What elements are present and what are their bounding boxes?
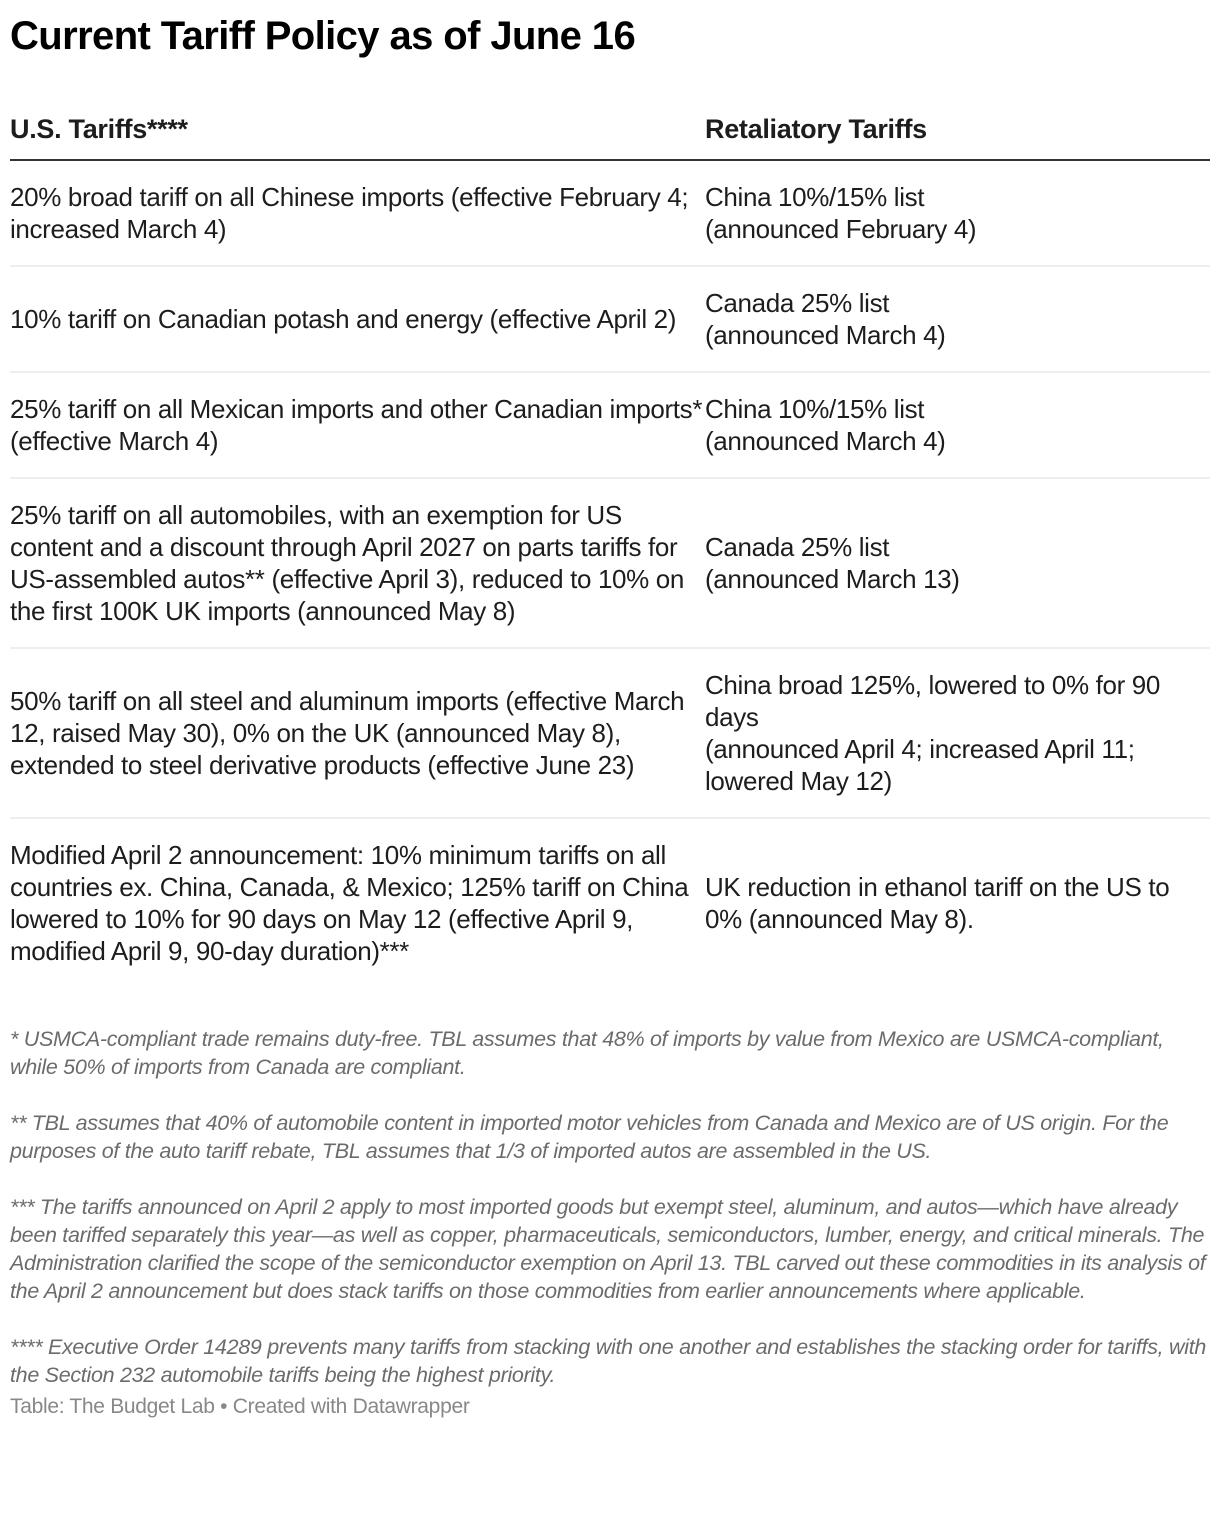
retaliatory-tariff-cell	[705, 478, 1210, 648]
source-credit: Table: The Budget Lab • Created with Datawrapper	[10, 1395, 470, 1418]
us-tariff-cell	[10, 478, 705, 648]
column-header-retaliatory-tariffs: Retaliatory Tariffs	[705, 114, 1210, 160]
footnotes	[10, 1025, 1210, 1389]
us-tariff-text: 10% tariff on Canadian potash and energy (effective April 2)	[10, 304, 677, 334]
retaliatory-tariff-text: (announced March 13)	[705, 564, 960, 594]
us-tariff-cell	[10, 818, 705, 987]
retaliatory-tariff-text: Canada 25% list	[705, 288, 890, 318]
retaliatory-tariff-text: UK reduction in ethanol tariff on the US to 0% (announced May 8).	[705, 872, 1170, 934]
footnote: *** The tariffs announced on April 2 apply to most imported goods but exempt steel, aluminum, and autos—which have already been tariffed separately this year—as well as copper, pharmaceuticals, semiconductors, lumber, energy, and critical minerals. The Administration clarified the scope of the semiconductor exemption on April 13. TBL carved out these commodities in its analysis of the April 2 announcement but does stack tariffs on those commodities from earlier announcements where applicable.	[10, 1195, 1206, 1303]
retaliatory-tariff-text: China broad 125%, lowered to 0% for 90 days	[705, 670, 1160, 732]
retaliatory-tariff-text: Canada 25% list	[705, 532, 890, 562]
table-body	[10, 160, 1210, 987]
footnote: ** TBL assumes that 40% of automobile content in imported motor vehicles from Canada and Mexico are of US origin. For the purposes of the auto tariff rebate, TBL assumes that 1/3 of imported autos are assembled in the US.	[10, 1111, 1169, 1163]
column-header-us-tariffs: U.S. Tariffs****	[10, 114, 705, 160]
retaliatory-tariff-text: China 10%/15% list	[705, 394, 925, 424]
table-row	[10, 160, 1210, 266]
table-row	[10, 818, 1210, 987]
retaliatory-tariff-cell	[705, 160, 1210, 266]
page-title: Current Tariff Policy as of June 16	[10, 14, 636, 58]
table-row	[10, 372, 1210, 478]
us-tariff-text: 20% broad tariff on all Chinese imports (effective February 4; increased March 4)	[10, 182, 689, 244]
retaliatory-tariff-text: (announced February 4)	[705, 214, 977, 244]
retaliatory-tariff-text: China 10%/15% list	[705, 182, 925, 212]
footnote: * USMCA-compliant trade remains duty-free. TBL assumes that 48% of imports by value from Mexico are USMCA-compliant, while 50% of imports from Canada are compliant.	[10, 1027, 1164, 1079]
retaliatory-tariff-text: (announced March 4)	[705, 426, 946, 456]
table-row	[10, 266, 1210, 372]
us-tariff-text: 25% tariff on all automobiles, with an exemption for US content and a discount through April 2027 on parts tariffs for US-assembled autos** (effective April 3), reduced to 10% on the first 100K UK imports (announced May 8)	[10, 500, 685, 626]
footnote: **** Executive Order 14289 prevents many tariffs from stacking with one another and establishes the stacking order for tariffs, with the Section 232 automobile tariffs being the highest priority.	[10, 1335, 1207, 1387]
table-row	[10, 478, 1210, 648]
table-header-row	[10, 114, 1210, 160]
table-row	[10, 648, 1210, 818]
retaliatory-tariff-cell	[705, 266, 1210, 372]
us-tariff-cell	[10, 648, 705, 818]
us-tariff-cell	[10, 372, 705, 478]
tariff-table	[10, 114, 1210, 987]
us-tariff-cell	[10, 266, 705, 372]
us-tariff-cell	[10, 160, 705, 266]
retaliatory-tariff-cell	[705, 648, 1210, 818]
us-tariff-text: Modified April 2 announcement: 10% minimum tariffs on all countries ex. China, Canada, & Mexico; 125% tariff on China lowered to 10% for 90 days on May 12 (effective April 9, modified April 9, 90-day duration)***	[10, 840, 689, 966]
us-tariff-text: 50% tariff on all steel and aluminum imports (effective March 12, raised May 30), 0% on the UK (announced May 8), extended to steel derivative products (effective June 23)	[10, 686, 685, 780]
us-tariff-text: 25% tariff on all Mexican imports and other Canadian imports* (effective March 4)	[10, 394, 703, 456]
retaliatory-tariff-text: (announced April 4; increased April 11; lowered May 12)	[705, 734, 1135, 796]
retaliatory-tariff-cell	[705, 818, 1210, 987]
retaliatory-tariff-cell	[705, 372, 1210, 478]
retaliatory-tariff-text: (announced March 4)	[705, 320, 946, 350]
